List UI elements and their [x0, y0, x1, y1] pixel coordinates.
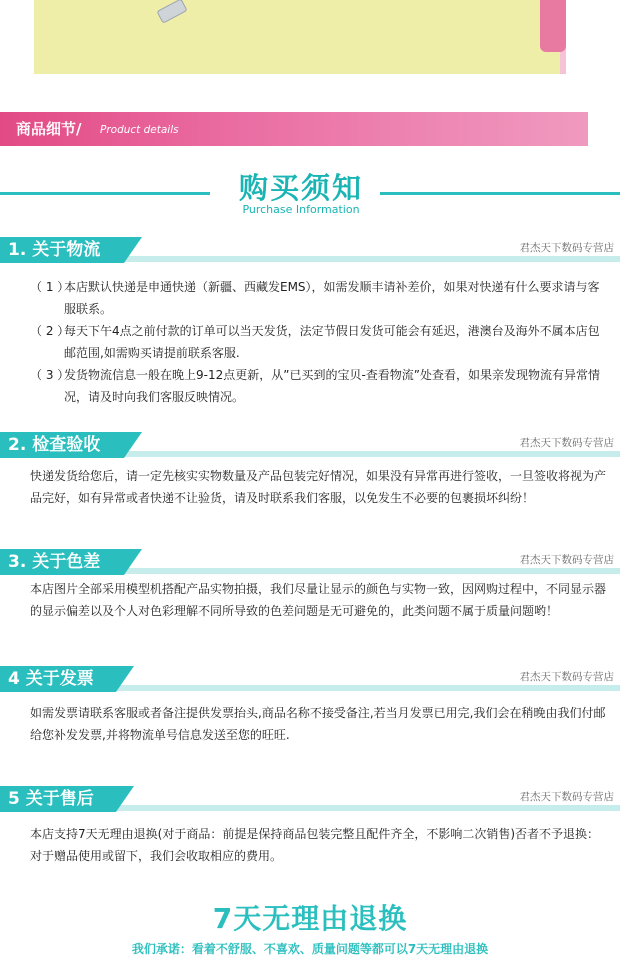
purchase-info-subtitle: Purchase Information [242, 203, 360, 216]
section-color-label: 3. 关于色差 [0, 549, 124, 575]
section-invoice-header [0, 666, 620, 692]
store-name: 君杰天下数码专营店 [519, 437, 614, 449]
product-details-title: 商品细节/ [16, 120, 82, 138]
item-text: 发货物流信息一般在晚上9-12点更新，从”已买到的宝贝-查看物流”处查看，如果亲发现物流有异常情况，请及时向我们客服反映情况。 [64, 368, 601, 404]
section-inspection-header [0, 432, 620, 458]
section-aftersales-text: 本店支持7天无理由退换(对于商品：前提是保持商品包装完整且配件齐全，不影响二次销售)否者不予退换：对于赠品使用或留下，我们会收取相应的费用。 [30, 827, 600, 863]
store-name: 君杰天下数码专营店 [519, 671, 614, 683]
item-number: （ 1 ） [30, 280, 70, 294]
product-details-subtitle: Product details [100, 124, 179, 136]
product-photo-background [34, 0, 566, 74]
product-photo [0, 0, 620, 78]
list-item [30, 364, 600, 408]
item-number: （ 2 ） [30, 324, 70, 338]
store-name: 君杰天下数码专营店 [519, 791, 614, 803]
header-divider-left [0, 192, 210, 195]
section-color-header [0, 549, 620, 575]
item-number: （ 3 ） [30, 368, 70, 382]
section-aftersales-label: 5 关于售后 [0, 786, 116, 812]
list-item [30, 320, 600, 364]
list-item [30, 276, 600, 320]
section-logistics-label: 1. 关于物流 [0, 237, 124, 263]
section-invoice-label: 4 关于发票 [0, 666, 116, 692]
product-pink-item-image [540, 0, 566, 52]
item-text: 本店默认快递是申通快递（新疆、西藏发EMS），如需发顺丰请补差价，如果对快递有什么要求请与客服联系。 [64, 280, 600, 316]
store-name: 君杰天下数码专营店 [519, 242, 614, 254]
section-inspection-text: 快递发货给您后，请一定先核实实物数量及产品包装完好情况，如果没有异常再进行签收，一旦签收将视为产品完好，如有异常或者快递不让验货，请及时联系我们客服，以免发生不必要的包裹损坏纠纷！ [30, 469, 607, 505]
return-policy-subtitle: 我们承诺：看着不舒服、不喜欢、质量问题等都可以7天无理由退换 [131, 942, 489, 956]
section-color-text: 本店图片全部采用模型机搭配产品实物拍摄，我们尽量让显示的颜色与实物一致，因网购过程中，不同显示器的显示偏差以及个人对色彩理解不同所导致的色差问题是无可避免的，此类问题不属于质量问题哟！ [30, 582, 607, 618]
section-logistics-header [0, 237, 620, 263]
item-text: 每天下午4点之前付款的订单可以当天发货，法定节假日发货可能会有延迟，港澳台及海外不属本店包邮范围,如需购买请提前联系客服. [64, 324, 600, 360]
header-divider-right [380, 192, 620, 195]
section-aftersales-header [0, 786, 620, 812]
section-inspection-label: 2. 检查验收 [0, 432, 124, 458]
product-details-banner [0, 112, 588, 146]
purchase-info-header [0, 160, 620, 222]
section-logistics-content [30, 276, 600, 408]
purchase-info-title: 购买须知 [238, 171, 363, 205]
section-invoice-text: 如需发票请联系客服或者备注提供发票抬头,商品名称不接受备注,若当月发票已用完,我们会在稍晚由我们付邮给您补发发票,并将物流单号信息发送至您的旺旺. [30, 706, 606, 742]
store-name: 君杰天下数码专营店 [519, 554, 614, 566]
return-policy-title: 7天无理由退换 [212, 902, 408, 935]
